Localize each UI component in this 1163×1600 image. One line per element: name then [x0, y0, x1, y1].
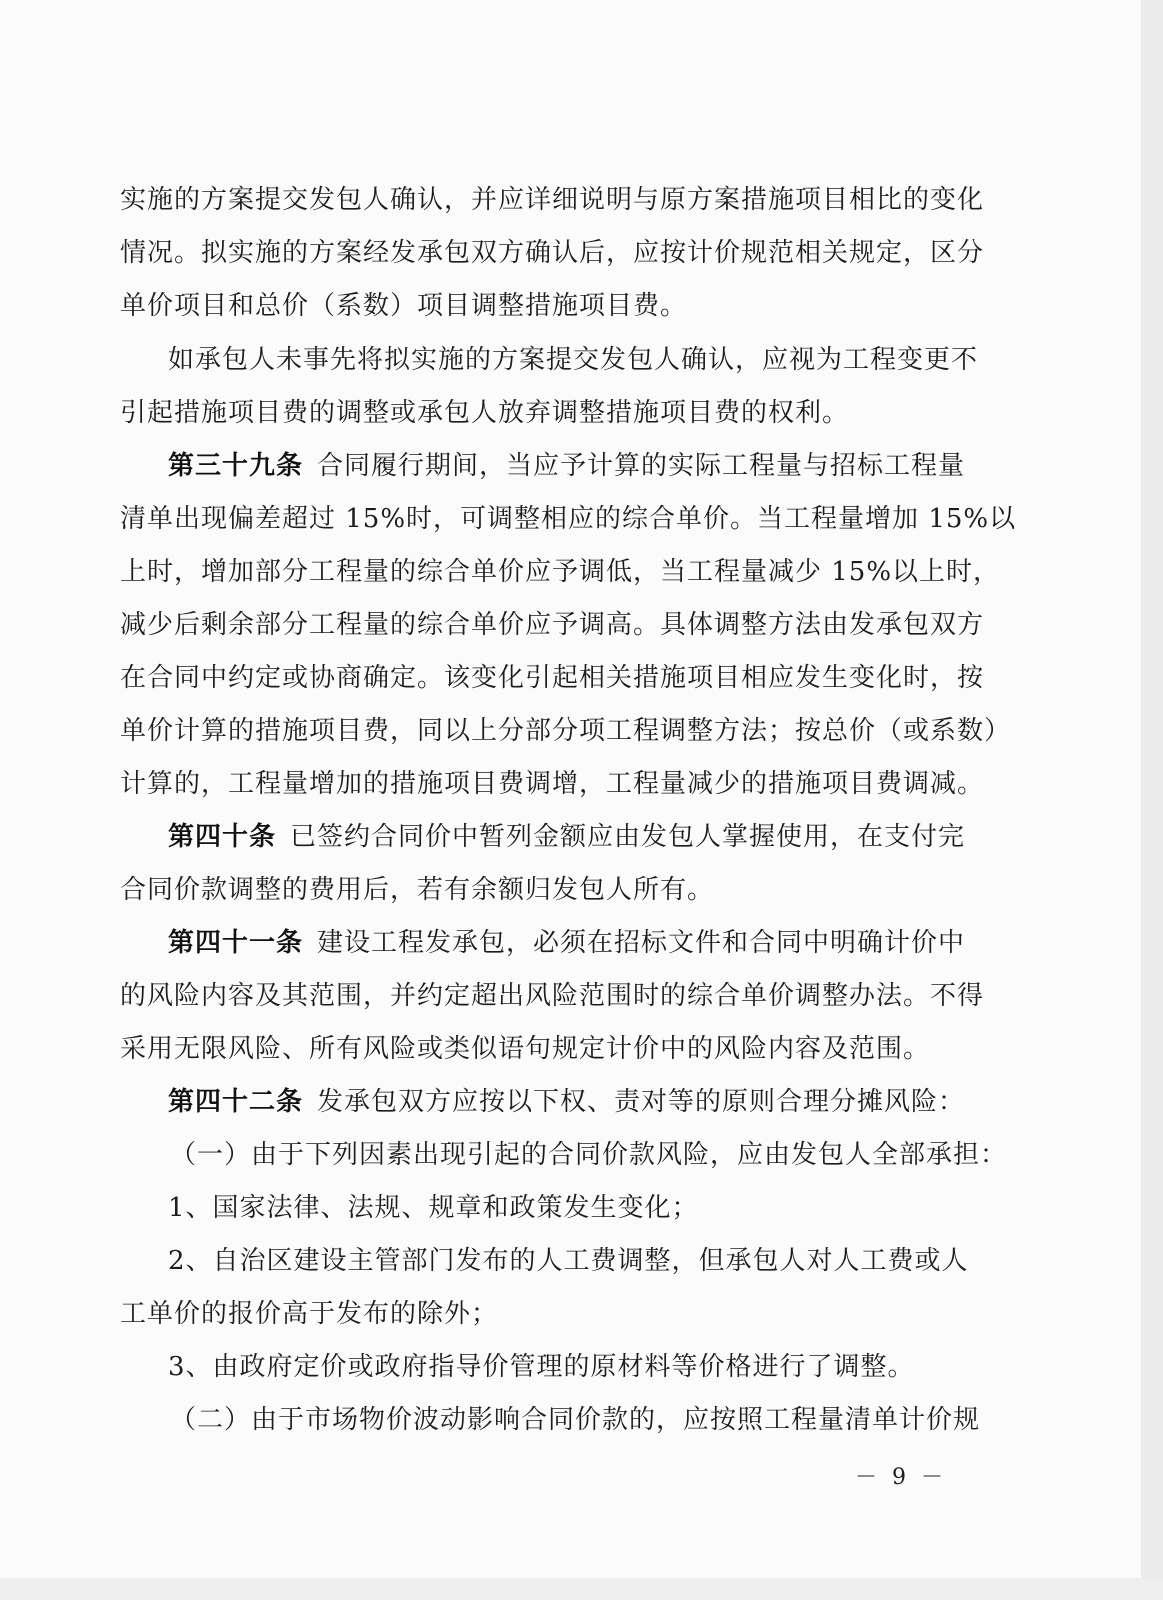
text-line: 单价计算的措施项目费，同以上分部分项工程调整方法；按总价（或系数） [120, 716, 1012, 746]
page-number: － 9 － [855, 1465, 947, 1490]
text-line: （一）由于下列因素出现引起的合同价款风险，应由发包人全部承担： [170, 1140, 1008, 1170]
text-line: 如承包人未事先将拟实施的方案提交发包人确认，应视为工程变更不 [168, 345, 979, 375]
article-40-title: 第四十条 [168, 822, 277, 852]
article-42-title: 第四十二条 [168, 1087, 304, 1117]
text-line: 2、自治区建设主管部门发布的人工费调整，但承包人对人工费或人 [168, 1246, 969, 1276]
article-40-line [168, 820, 965, 854]
text-line: 实施的方案提交发包人确认，并应详细说明与原方案措施项目相比的变化 [120, 185, 985, 215]
text-line: 工单价的报价高于发布的除外； [120, 1299, 499, 1329]
text-span: 建设工程发承包，必须在招标文件和合同中明确计价中 [317, 928, 966, 958]
text-line: 3、由政府定价或政府指导价管理的原材料等价格进行了调整。 [168, 1352, 915, 1382]
text-span: 发承包双方应按以下权、责对等的原则合理分摊风险： [317, 1087, 966, 1117]
scan-edge-bottom [0, 1578, 1163, 1600]
text-line: 情况。拟实施的方案经发承包双方确认后，应按计价规范相关规定，区分 [120, 238, 985, 268]
article-39-line [168, 449, 965, 483]
text-line: 在合同中约定或协商确定。该变化引起相关措施项目相应发生变化时，按 [120, 663, 985, 693]
text-line: 的风险内容及其范围，并约定超出风险范围时的综合单价调整办法。不得 [120, 981, 985, 1011]
scan-edge-right [1141, 0, 1163, 1600]
text-line: 合同价款调整的费用后，若有余额归发包人所有。 [120, 875, 715, 905]
article-39-title: 第三十九条 [168, 451, 304, 481]
text-line: 采用无限风险、所有风险或类似语句规定计价中的风险内容及范围。 [120, 1034, 931, 1064]
text-line: 1、国家法律、法规、规章和政策发生变化； [168, 1193, 699, 1223]
text-line: 清单出现偏差超过 15%时，可调整相应的综合单价。当工程量增加 15%以 [120, 504, 1017, 534]
text-line: 减少后剩余部分工程量的综合单价应予调高。具体调整方法由发承包双方 [120, 610, 985, 640]
text-line: 上时，增加部分工程量的综合单价应予调低，当工程量减少 15%以上时， [120, 557, 1001, 587]
text-line: （二）由于市场物价波动影响合同价款的，应按照工程量清单计价规 [170, 1405, 981, 1435]
text-line: 单价项目和总价（系数）项目调整措施项目费。 [120, 291, 688, 321]
article-42-line [168, 1085, 965, 1119]
article-41-title: 第四十一条 [168, 928, 304, 958]
text-span: 已签约合同价中暂列金额应由发包人掌握使用，在支付完 [290, 822, 966, 852]
text-line: 计算的，工程量增加的措施项目费调增，工程量减少的措施项目费调减。 [120, 769, 985, 799]
text-span: 合同履行期间，当应予计算的实际工程量与招标工程量 [317, 451, 966, 481]
text-line: 引起措施项目费的调整或承包人放弃调整措施项目费的权利。 [120, 398, 850, 428]
article-41-line [168, 926, 965, 960]
